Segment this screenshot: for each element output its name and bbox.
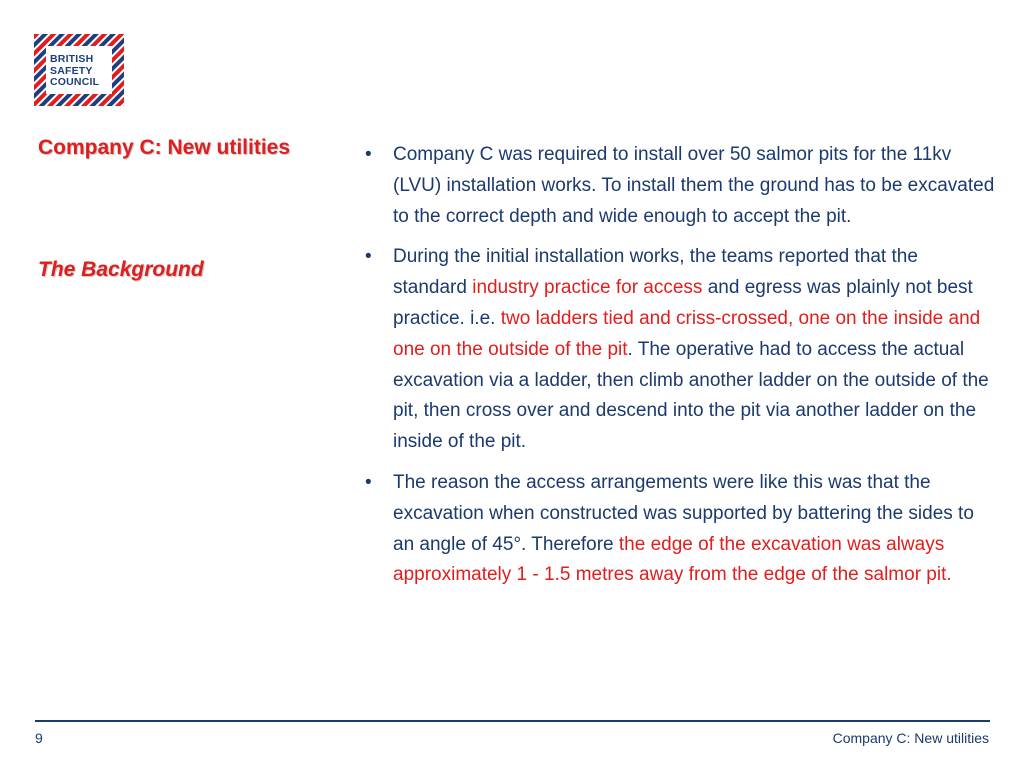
bullet-list	[365, 140, 995, 601]
highlight-text: two ladders tied and criss-crossed, one on the inside and one on the outside of the pit	[393, 307, 981, 360]
bullet-item	[365, 468, 995, 591]
bullet-marker: •	[365, 246, 372, 268]
bullet-text: Company C was required to install over 50 salmor pits for the 11kv (LVU) installation works. To install them the ground has to be excavated to the correct depth and wide enough to accept the pit.	[393, 144, 995, 227]
bullet-text: . The operative had to access the actual excavation via a ladder, then climb another ladder on the outside of the pit, then cross over and descend into the pit via another ladder on the inside of the pit.	[393, 338, 989, 453]
slide-title: Company C: New utilities	[38, 136, 291, 159]
logo-text	[50, 54, 116, 89]
bullet-marker: •	[365, 471, 372, 493]
highlight-text: industry practice for access	[472, 277, 703, 299]
bullet-item	[365, 242, 995, 458]
logo-line-2: SAFETY	[50, 64, 93, 77]
slide-subtitle: The Background	[38, 258, 204, 281]
page-number: 9	[35, 730, 43, 746]
bullet-marker: •	[365, 144, 372, 165]
footer-title: Company C: New utilities	[832, 730, 989, 746]
bullet-item	[365, 140, 995, 232]
bullet-text: During the initial installation works, the teams reported that the standard	[393, 246, 918, 299]
logo-line-1: BRITISH	[50, 53, 94, 65]
bullet-text: The reason the access arrangements were like this was that the excavation when constructed was supported by battering the sides to an angle of 45°. Therefore	[393, 471, 974, 555]
footer-divider	[35, 720, 990, 722]
logo-line-3: COUNCIL	[50, 76, 100, 88]
highlight-text: the edge of the excavation was always approximately 1 - 1.5 metres away from the edge of the salmor pit.	[393, 533, 952, 586]
bullet-text: and egress was plainly not best practice. i.e.	[393, 277, 973, 329]
